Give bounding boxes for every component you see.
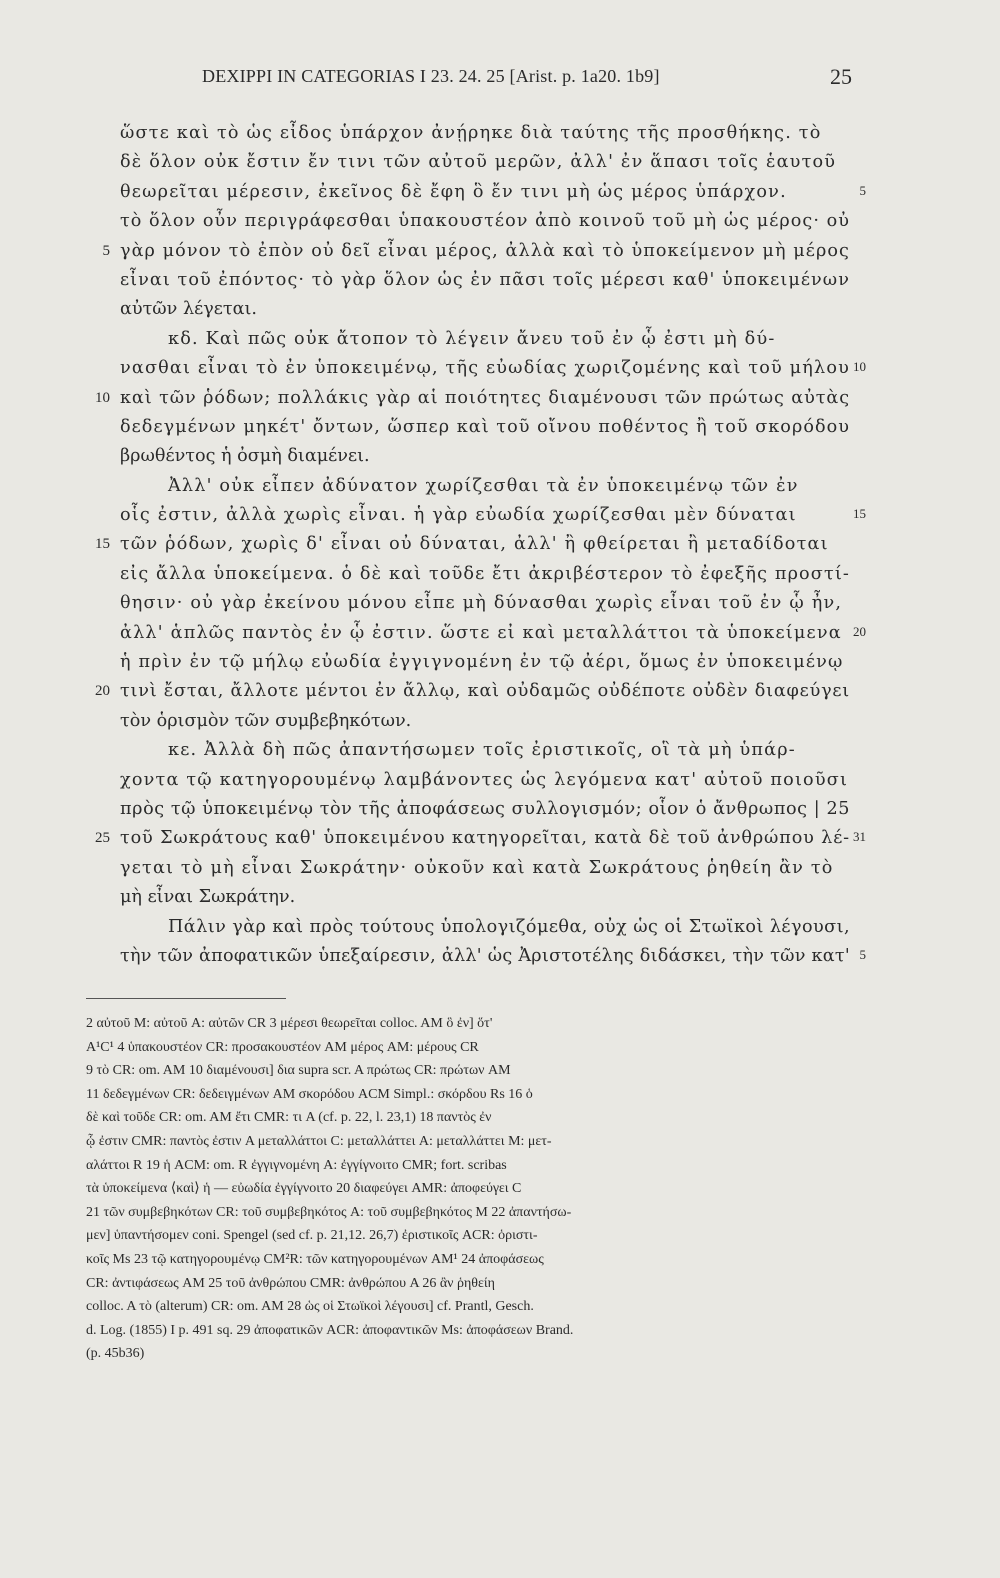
line-text: νασθαι εἶναι τὸ ἐν ὑποκειμένῳ, τῆς εὐωδίας χωριζομένης καὶ τοῦ μήλου (120, 358, 850, 379)
line-text: τὸν ὁρισμὸν τῶν συμβεβηκότων. (120, 710, 412, 731)
footnote-rule (86, 998, 286, 999)
line-text: ἀλλ' ἁπλῶς παντὸς ἐν ᾧ ἐστιν. ὥστε εἰ καὶ μεταλλάττοι τὰ ὑποκείμενα (120, 622, 842, 643)
text-line (95, 530, 850, 559)
line-text: πρὸς τῷ ὑποκειμένῳ τὸν τῆς ἀποφάσεως συλλογισμόν; οἷον ὁ ἄνθρωπος | 25 (120, 798, 850, 819)
line-text: βρωθέντος ἡ ὀσμὴ διαμένει. (120, 446, 370, 467)
text-line (120, 325, 850, 354)
line-number-right: 20 (853, 623, 866, 639)
running-header (120, 66, 852, 96)
text-line (120, 736, 850, 765)
line-text: εἰς ἄλλα ὑποκείμενα. ὁ δὲ καὶ τοῦδε ἔτι ἀκριβέστερον τὸ ἐφεξῆς προστί- (120, 563, 850, 584)
text-line (120, 883, 850, 912)
line-number-right: 10 (853, 359, 866, 375)
text-line (95, 824, 866, 853)
line-text: οἷς ἐστιν, ἀλλὰ χωρὶς εἶναι. ἡ γὰρ εὐωδία χωρίζεσθαι μὲν δύναται (120, 505, 797, 526)
line-number-left: 10 (95, 389, 110, 406)
text-line (95, 384, 850, 413)
line-text: Πάλιν γὰρ καὶ πρὸς τούτους ὑπολογιζόμεθα, οὐχ ὡς οἱ Στωϊκοὶ λέγουσι, (168, 916, 850, 937)
text-line (120, 472, 850, 501)
text-line (120, 942, 866, 971)
footnote-line: A¹C¹ 4 ὑπακουστέον CR: προσακουστέον AM μέρος AM: μέρους CR (86, 1039, 479, 1055)
running-title: DEXIPPI IN CATEGORIAS I 23. 24. 25 [Arist. p. 1a20. 1b9] (202, 66, 660, 86)
text-line (120, 913, 850, 942)
line-text: κε. Ἀλλὰ δὴ πῶς ἀπαντήσωμεν τοῖς ἐριστικοῖς, οἳ τὰ μὴ ὑπάρ- (168, 740, 796, 761)
text-line (120, 178, 866, 207)
text-line (120, 442, 850, 471)
line-number-right: 5 (859, 182, 866, 198)
footnote-line: 11 δεδεγμένων CR: δεδειγμένων AM σκορόδου ACM Simpl.: σκόρδου Rs 16 ὁ (86, 1086, 533, 1102)
footnote-line: (p. 45b36) (86, 1346, 145, 1362)
text-line (120, 707, 850, 736)
line-text: θησιν· οὐ γὰρ ἐκείνου μόνου εἶπε μὴ δύνασθαι χωρὶς εἶναι τοῦ ἐν ᾧ ἦν, (120, 593, 843, 614)
line-number-left: 5 (102, 242, 110, 259)
line-text: τινὶ ἔσται, ἄλλοτε μέντοι ἐν ἄλλῳ, καὶ οὐδαμῶς οὐδέποτε οὐδὲν διαφεύγει (120, 681, 850, 702)
main-text (95, 119, 866, 971)
line-text: θεωρεῖται μέρεσιν, ἐκεῖνος δὲ ἔφη ὃ ἔν τινι μὴ ὡς μέρος ὑπάρχον. (120, 181, 787, 202)
line-text: τοῦ Σωκράτους καθ' ὑποκειμένου κατηγορεῖται, κατὰ δὲ τοῦ ἀνθρώπου λέ- (120, 828, 850, 849)
footnote-line: d. Log. (1855) I p. 491 sq. 29 ἀποφατικῶν ACR: ἀποφαντικῶν Ms: ἀποφάσεων Brand. (86, 1322, 574, 1338)
text-line (120, 354, 866, 383)
footnote-line: κοῖς Ms 23 τῷ κατηγορουμένῳ CM²R: τῶν κατηγορουμένων AM¹ 24 ἀποφάσεως (86, 1251, 544, 1267)
line-text: δεδεγμένων μηκέτ' ὄντων, ὥσπερ καὶ τοῦ οἴνου ποθέντος ἢ τοῦ σκορόδου (120, 416, 850, 437)
line-number-right: 31 (853, 829, 866, 845)
line-text: καὶ τῶν ῥόδων; πολλάκις γὰρ αἱ ποιότητες διαμένουσι τῶν πρώτως αὐτὰς (120, 387, 850, 408)
line-number-left: 25 (95, 830, 110, 847)
text-line (120, 207, 850, 236)
line-number-right: 15 (853, 506, 866, 522)
footnote-line: τὰ ὑποκείμενα ⟨καὶ⟩ ἡ — εὐωδία ἐγγίγνοιτο 20 διαφεύγει AMR: ἀποφεύγει C (86, 1181, 522, 1197)
line-text: κδ. Καὶ πῶς οὐκ ἄτοπον τὸ λέγειν ἄνευ τοῦ ἐν ᾧ ἐστι μὴ δύ- (168, 328, 776, 349)
line-text: ἡ πρὶν ἐν τῷ μήλῳ εὐωδία ἐγγιγνομένη ἐν τῷ ἀέρι, ὅμως ἐν ὑποκειμένῳ (120, 652, 844, 673)
line-text: τὸ ὅλον οὖν περιγράφεσθαι ὑπακουστέον ἀπὸ κοινοῦ τοῦ μὴ ὡς μέρος· οὐ (120, 211, 850, 232)
line-text: γεται τὸ μὴ εἶναι Σωκράτην· οὐκοῦν καὶ κατὰ Σωκράτους ῥηθείη ἂν τὸ (120, 857, 834, 878)
text-line (95, 677, 850, 706)
apparatus-criticus (86, 1012, 858, 1366)
text-line (120, 119, 850, 148)
text-line (102, 237, 850, 266)
line-text: χοντα τῷ κατηγορουμένῳ λαμβάνοντες ὡς λεγόμενα κατ' αὐτοῦ ποιοῦσι (120, 769, 849, 790)
line-text: εἶναι τοῦ ἐπόντος· τὸ γὰρ ὅλον ὡς ἐν πᾶσι τοῖς μέρεσι καθ' ὑποκειμένων (120, 269, 850, 290)
line-text: δὲ ὅλον οὐκ ἔστιν ἔν τινι τῶν αὐτοῦ μερῶν, ἀλλ' ἐν ἅπασι τοῖς ἑαυτοῦ (120, 152, 837, 173)
footnote-line: CR: ἀντιφάσεως AM 25 τοῦ ἀνθρώπου CMR: ἀνθρώπου A 26 ἂν ῥηθείη (86, 1275, 495, 1291)
line-text: γὰρ μόνον τὸ ἐπὸν οὐ δεῖ εἶναι μέρος, ἀλλὰ καὶ τὸ ὑποκείμενον μὴ μέρος (120, 240, 850, 261)
footnote-line: colloc. A τὸ (alterum) CR: om. AM 28 ὡς οἱ Στωϊκοὶ λέγουσι] cf. Prantl, Gesch. (86, 1299, 534, 1315)
footnote-line: 9 τὸ CR: om. AM 10 διαμένουσι] δια supra scr. A πρώτως CR: πρώτων AM (86, 1063, 511, 1079)
text-line (120, 619, 866, 648)
footnote-line: 21 τῶν συμβεβηκότων CR: τοῦ συμβεβηκότος A: τοῦ συμβεβηκότος M 22 ἀπαντήσω- (86, 1204, 572, 1220)
page-number: 25 (830, 64, 852, 89)
text-line (120, 648, 850, 677)
line-text: αὐτῶν λέγεται. (120, 299, 257, 320)
text-line (120, 854, 850, 883)
footnote-line: 2 αὐτοῦ M: αὐτοῦ A: αὐτῶν CR 3 μέρεσι θεωρεῖται colloc. AM ὃ ἐν] ὅτ' (86, 1016, 493, 1031)
line-text: τὴν τῶν ἀποφατικῶν ὑπεξαίρεσιν, ἀλλ' ὡς Ἀριστοτέλης διδάσκει, τὴν τῶν κατ' (120, 945, 850, 966)
line-text: Ἀλλ' οὐκ εἶπεν ἀδύνατον χωρίζεσθαι τὰ ἐν ὑποκειμένῳ τῶν ἐν (168, 475, 799, 496)
text-line (120, 560, 850, 589)
text-line (120, 266, 850, 295)
line-text: τῶν ῥόδων, χωρὶς δ' εἶναι οὐ δύναται, ἀλλ' ἢ φθείρεται ἢ μεταδίδοται (120, 534, 829, 555)
text-line (120, 501, 866, 530)
text-line (120, 589, 850, 618)
text-line (120, 413, 850, 442)
line-number-right: 5 (859, 946, 866, 962)
text-line (120, 295, 850, 324)
text-line (120, 148, 850, 177)
footnote-line: ᾧ ἐστιν CMR: παντὸς ἐστιν A μεταλλάττοι C: μεταλλάττει A: μεταλλάττει M: μετ- (86, 1133, 552, 1149)
line-text: μὴ εἶναι Σωκράτην. (120, 887, 296, 908)
text-line (120, 795, 850, 824)
footnote-line: δὲ καὶ τοῦδε CR: om. AM ἔτι CMR: τι A (cf. p. 22, l. 23,1) 18 παντὸς ἐν (86, 1110, 492, 1126)
text-line (120, 766, 850, 795)
footnote-line: αλάττοι R 19 ἡ ACM: om. R ἐγγιγνομένη A: ἐγγίγνοιτο CMR; fort. scribas (86, 1157, 507, 1173)
footnote-line: μεν] ὑπαντήσομεν coni. Spengel (sed cf. p. 21,12. 26,7) ἐριστικοῖς ACR: ὁριστι- (86, 1228, 538, 1244)
line-number-left: 20 (95, 683, 110, 700)
line-text: ὥστε καὶ τὸ ὡς εἶδος ὑπάρχον ἀνῄρηκε διὰ ταύτης τῆς προσθήκης. τὸ (120, 123, 822, 143)
line-number-left: 15 (95, 536, 110, 553)
